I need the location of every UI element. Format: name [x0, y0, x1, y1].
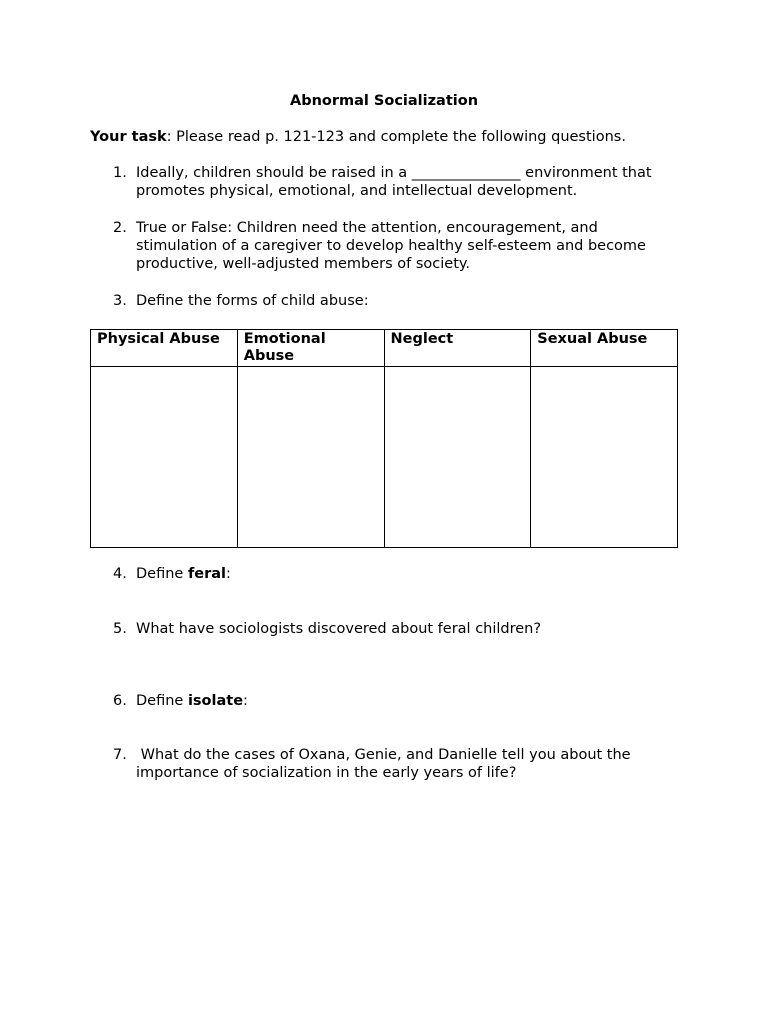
header-sexual-abuse: Sexual Abuse — [531, 330, 678, 367]
question-number: 3. — [113, 293, 127, 309]
table-header-row — [91, 330, 678, 367]
question-number: 2. — [113, 220, 127, 236]
question-4 — [113, 565, 683, 583]
question-number: 6. — [113, 693, 127, 709]
question-suffix: : — [243, 693, 248, 709]
question-1 — [113, 164, 683, 200]
answer-cell-emotional-abuse[interactable] — [237, 367, 384, 548]
question-text: Ideally, children should be raised in a _______________ environment that promotes physical, emotional, and intellectual development. — [136, 165, 652, 199]
question-6 — [113, 692, 683, 710]
question-3 — [113, 292, 683, 310]
page-title: Abnormal Socialization — [289, 93, 479, 109]
answer-cell-neglect[interactable] — [384, 367, 531, 548]
question-2 — [113, 219, 683, 273]
header-physical-abuse: Physical Abuse — [91, 330, 238, 367]
question-text: Define the forms of child abuse: — [136, 293, 369, 309]
header-neglect: Neglect — [384, 330, 531, 367]
table-row — [91, 367, 678, 548]
question-text — [136, 565, 683, 583]
answer-cell-physical-abuse[interactable] — [91, 367, 238, 548]
term-feral: feral — [187, 566, 227, 582]
question-prefix: Define — [136, 566, 188, 582]
question-number: 1. — [113, 165, 127, 181]
question-prefix: Define — [136, 693, 188, 709]
question-5 — [113, 620, 683, 638]
term-isolate: isolate — [187, 693, 244, 709]
answer-cell-sexual-abuse[interactable] — [531, 367, 678, 548]
question-number: 5. — [113, 621, 127, 637]
task-text: : Please read p. 121-123 and complete the following questions. — [166, 129, 626, 145]
child-abuse-table — [90, 329, 678, 548]
question-text: True or False: Children need the attention, encouragement, and stimulation of a caregiver to develop healthy self-esteem and become productive, well-adjusted members of society. — [136, 220, 646, 272]
question-number: 7. — [113, 747, 127, 763]
question-suffix: : — [226, 566, 231, 582]
task-label: Your task — [90, 129, 167, 145]
question-text: What have sociologists discovered about feral children? — [136, 621, 542, 637]
header-emotional-abuse: Emotional Abuse — [237, 330, 384, 367]
question-text — [136, 692, 683, 710]
question-7 — [113, 746, 683, 782]
task-instructions — [90, 128, 626, 146]
question-number: 4. — [113, 566, 127, 582]
question-text: What do the cases of Oxana, Genie, and Danielle tell you about the importance of socialization in the early years of life? — [136, 747, 636, 781]
